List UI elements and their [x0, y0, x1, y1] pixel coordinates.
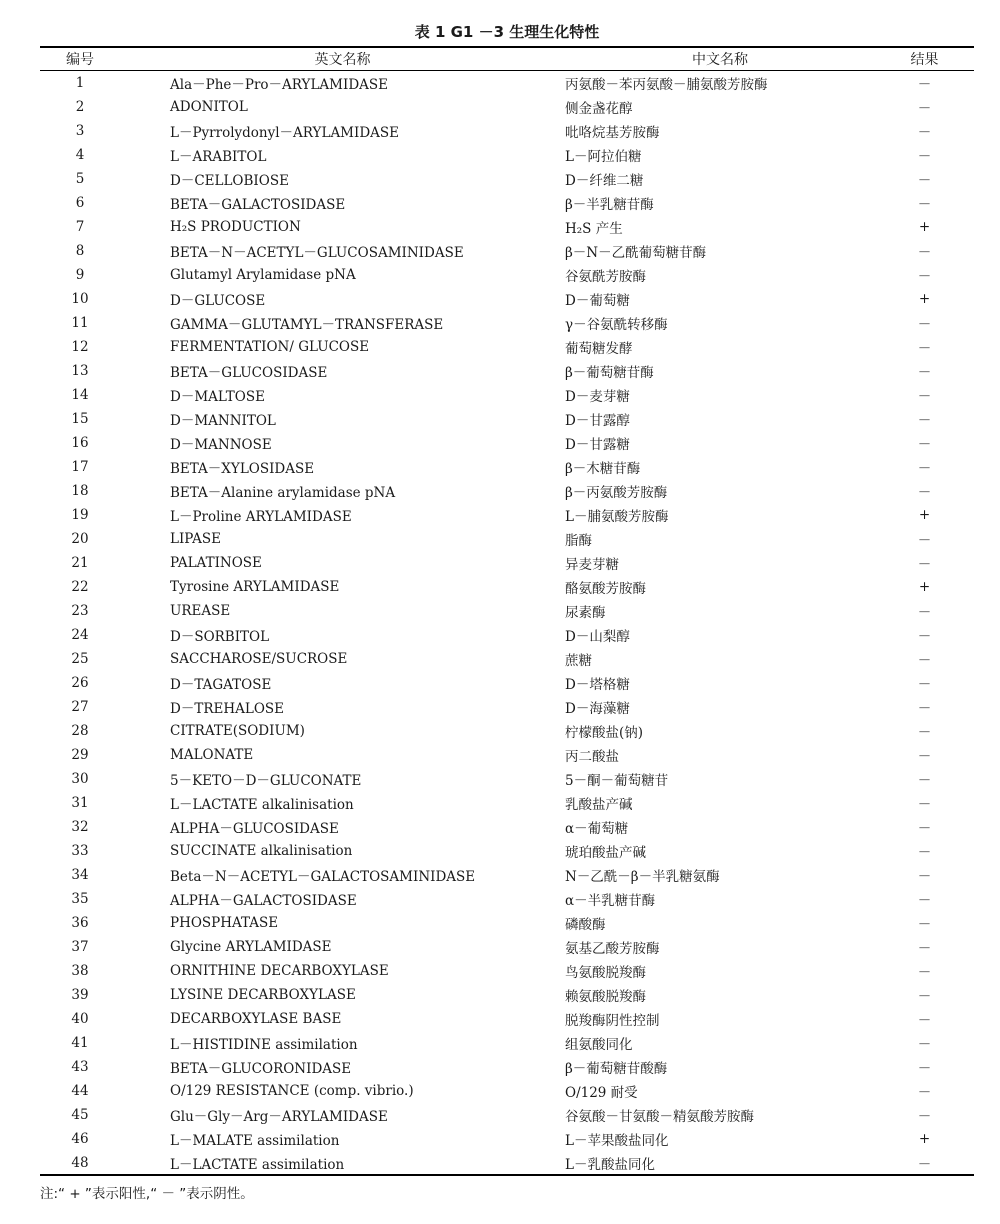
cell-result: － [917, 244, 932, 261]
header-english-name: 英文名称 [314, 52, 371, 68]
cell-result: + [918, 290, 931, 307]
table-row [40, 1151, 974, 1175]
cell-result: + [918, 1131, 931, 1148]
cell-english-name: UREASE [170, 602, 231, 619]
cell-result: － [917, 532, 932, 549]
cell-english-name: SACCHAROSE/SUCROSE [170, 650, 348, 667]
cell-chinese-name: 谷氨酰芳胺酶 [565, 268, 646, 285]
table-row [40, 575, 974, 599]
cell-chinese-name: β－丙氨酸芳胺酶 [565, 484, 668, 501]
table-row [40, 167, 974, 191]
cell-english-name: D－SORBITOL [170, 628, 270, 645]
cell-result: － [917, 1037, 932, 1054]
table-row [40, 311, 974, 335]
cell-english-name: ALPHA－GALACTOSIDASE [170, 893, 357, 910]
cell-chinese-name: L－阿拉伯糖 [565, 148, 642, 165]
cell-result: － [917, 364, 932, 381]
cell-id: 26 [71, 674, 89, 691]
cell-chinese-name: 丙二酸盐 [565, 748, 619, 765]
cell-result: － [917, 460, 932, 477]
cell-result: － [917, 100, 932, 117]
cell-english-name: D－TAGATOSE [170, 676, 272, 693]
cell-english-name: DECARBOXYLASE BASE [170, 1011, 342, 1028]
cell-result: － [917, 820, 932, 837]
cell-id: 20 [71, 530, 89, 547]
cell-result: － [917, 652, 932, 669]
header-id: 编号 [66, 52, 94, 68]
cell-english-name: LIPASE [170, 530, 221, 547]
cell-id: 18 [71, 482, 89, 499]
table-row [40, 215, 974, 239]
cell-chinese-name: 乳酸盐产碱 [565, 796, 633, 813]
cell-english-name: D－GLUCOSE [170, 292, 266, 309]
cell-result: － [917, 436, 932, 453]
cell-chinese-name: D－葡萄糖 [565, 292, 630, 309]
cell-chinese-name: 琥珀酸盐产碱 [565, 845, 646, 861]
table-row [40, 695, 974, 719]
cell-id: 39 [71, 987, 89, 1004]
cell-id: 45 [71, 1107, 89, 1124]
table-row [40, 479, 974, 503]
cell-result: － [917, 196, 932, 213]
cell-id: 17 [71, 458, 89, 475]
cell-result: － [917, 1013, 932, 1030]
cell-english-name: PALATINOSE [170, 554, 262, 571]
cell-id: 13 [71, 362, 89, 379]
table-row [40, 911, 974, 935]
table-row [40, 815, 974, 839]
cell-id: 43 [71, 1059, 89, 1076]
table-row [40, 359, 974, 383]
cell-result: － [917, 869, 932, 886]
table-row [40, 95, 974, 119]
cell-chinese-name: 磷酸酶 [565, 917, 606, 934]
cell-chinese-name: β－葡萄糖苷酶 [565, 364, 654, 381]
table-row [40, 863, 974, 887]
cell-chinese-name: 谷氨酸－甘氨酸－精氨酸芳胺酶 [565, 1109, 754, 1126]
cell-result: － [917, 917, 932, 934]
cell-id: 33 [71, 843, 89, 859]
cell-result: － [917, 965, 932, 982]
cell-english-name: GAMMA－GLUTAMYL－TRANSFERASE [170, 316, 444, 333]
cell-english-name: LYSINE DECARBOXYLASE [170, 987, 356, 1004]
cell-id: 25 [71, 650, 89, 667]
table-row [40, 1079, 974, 1103]
cell-id: 36 [71, 915, 89, 932]
cell-english-name: BETA－Alanine arylamidase pNA [170, 484, 396, 501]
table-note: 注:“ + ”表示阳性,“ － ”表示阴性。 [40, 1186, 254, 1203]
cell-result: － [917, 316, 932, 333]
cell-chinese-name: α－半乳糖苷酶 [565, 893, 656, 910]
cell-id: 12 [71, 338, 89, 355]
table-row [40, 959, 974, 983]
cell-id: 29 [71, 746, 89, 763]
cell-id: 40 [71, 1011, 89, 1028]
cell-result: － [917, 748, 932, 765]
cell-id: 6 [75, 194, 85, 211]
cell-chinese-name: 氨基乙酸芳胺酶 [565, 941, 660, 958]
cell-english-name: BETA－GALACTOSIDASE [170, 196, 346, 213]
table-row [40, 335, 974, 359]
cell-english-name: BETA－XYLOSIDASE [170, 460, 315, 477]
table-row [40, 455, 974, 479]
cell-english-name: CITRATE(SODIUM) [170, 722, 305, 739]
cell-id: 4 [75, 146, 85, 163]
table-row [40, 551, 974, 575]
cell-chinese-name: 脂酶 [565, 532, 592, 549]
cell-result: － [917, 172, 932, 189]
table-row [40, 71, 974, 95]
cell-result: － [917, 628, 932, 645]
table-row [40, 1031, 974, 1055]
cell-result: － [917, 148, 932, 165]
cell-result: － [917, 676, 932, 693]
cell-english-name: MALONATE [170, 746, 254, 763]
cell-chinese-name: L－乳酸盐同化 [565, 1156, 655, 1173]
cell-english-name: D－MANNOSE [170, 436, 272, 453]
cell-chinese-name: D－甘露醇 [565, 412, 630, 429]
table-row [40, 407, 974, 431]
cell-english-name: ALPHA－GLUCOSIDASE [170, 820, 339, 837]
cell-english-name: D－TREHALOSE [170, 700, 285, 717]
table-row [40, 935, 974, 959]
cell-english-name: Glutamyl Arylamidase pNA [170, 266, 356, 283]
characteristics-table [40, 46, 974, 1176]
table-row [40, 287, 974, 311]
cell-id: 7 [75, 218, 85, 235]
cell-english-name: FERMENTATION/ GLUCOSE [170, 338, 370, 355]
cell-result: － [917, 412, 932, 429]
cell-chinese-name: α－葡萄糖 [565, 820, 629, 837]
cell-id: 3 [75, 122, 85, 139]
cell-id: 37 [71, 939, 89, 956]
table-row [40, 1055, 974, 1079]
cell-chinese-name: 蔗糖 [565, 652, 592, 669]
cell-chinese-name: D－麦芽糖 [565, 388, 630, 405]
cell-id: 22 [71, 578, 89, 595]
cell-english-name: L－Proline ARYLAMIDASE [170, 508, 352, 525]
cell-english-name: ORNITHINE DECARBOXYLASE [170, 963, 389, 980]
table-row [40, 719, 974, 743]
cell-chinese-name: D－纤维二糖 [565, 172, 644, 189]
cell-id: 21 [71, 554, 89, 571]
cell-id: 35 [71, 891, 89, 908]
cell-id: 1 [75, 74, 85, 91]
cell-chinese-name: γ－谷氨酰转移酶 [565, 316, 668, 333]
cell-result: － [917, 340, 932, 357]
cell-id: 10 [71, 290, 89, 307]
table-header-row [40, 47, 974, 71]
cell-english-name: BETA－N－ACETYL－GLUCOSAMINIDASE [170, 244, 464, 261]
document-page [40, 18, 974, 1202]
cell-result: － [917, 724, 932, 741]
cell-result: + [918, 578, 931, 595]
table-row [40, 503, 974, 527]
cell-english-name: PHOSPHATASE [170, 915, 279, 932]
table-row [40, 431, 974, 455]
table-row [40, 623, 974, 647]
cell-id: 24 [71, 626, 89, 643]
cell-result: － [917, 1085, 932, 1102]
cell-id: 46 [71, 1131, 89, 1148]
cell-chinese-name: 柠檬酸盐(钠) [565, 724, 644, 741]
cell-chinese-name: D－塔格糖 [565, 676, 630, 693]
cell-chinese-name: D－甘露糖 [565, 436, 630, 453]
cell-result: － [917, 268, 932, 285]
cell-id: 34 [71, 867, 89, 884]
cell-chinese-name: 丙氨酸－苯丙氨酸－脯氨酸芳胺酶 [565, 76, 768, 93]
cell-result: － [917, 700, 932, 717]
table-caption: 表 1 G1 －3 生理生化特性 [414, 23, 600, 41]
cell-result: + [918, 218, 931, 235]
table-row [40, 767, 974, 791]
cell-chinese-name: 脱羧酶阴性控制 [565, 1013, 660, 1030]
cell-result: － [917, 772, 932, 789]
cell-chinese-name: 组氨酸同化 [565, 1037, 633, 1054]
cell-english-name: SUCCINATE alkalinisation [170, 843, 353, 859]
cell-chinese-name: N－乙酰－β－半乳糖氨酶 [565, 869, 720, 886]
table-row [40, 671, 974, 695]
cell-id: 11 [71, 314, 89, 331]
table-row [40, 791, 974, 815]
cell-id: 19 [71, 506, 89, 523]
table-row [40, 383, 974, 407]
cell-result: － [917, 989, 932, 1006]
table-row [40, 599, 974, 623]
cell-id: 2 [75, 98, 85, 115]
cell-chinese-name: 葡萄糖发酵 [565, 340, 633, 357]
table-row [40, 1127, 974, 1151]
table-row [40, 983, 974, 1007]
table-row [40, 743, 974, 767]
cell-english-name: L－HISTIDINE assimilation [170, 1037, 358, 1054]
table-row [40, 263, 974, 287]
cell-result: － [917, 1156, 932, 1173]
cell-english-name: D－MALTOSE [170, 388, 265, 405]
cell-id: 32 [71, 818, 89, 835]
cell-result: － [917, 1061, 932, 1078]
cell-chinese-name: β－半乳糖苷酶 [565, 196, 654, 213]
cell-id: 41 [71, 1035, 89, 1052]
cell-english-name: BETA－GLUCORONIDASE [170, 1061, 352, 1078]
cell-english-name: Glu－Gly－Arg－ARYLAMIDASE [170, 1109, 388, 1126]
cell-english-name: L－Pyrrolydonyl－ARYLAMIDASE [170, 124, 400, 141]
cell-chinese-name: L－脯氨酸芳胺酶 [565, 508, 669, 525]
table-row [40, 839, 974, 863]
cell-english-name: Ala－Phe－Pro－ARYLAMIDASE [170, 76, 389, 93]
cell-result: － [917, 941, 932, 958]
cell-id: 28 [71, 722, 89, 739]
header-result: 结果 [910, 52, 939, 68]
table-row [40, 1103, 974, 1127]
cell-english-name: Tyrosine ARYLAMIDASE [170, 578, 340, 595]
table-row [40, 647, 974, 671]
cell-id: 38 [71, 963, 89, 980]
table-row [40, 119, 974, 143]
cell-id: 15 [71, 410, 89, 427]
cell-chinese-name: β－N－乙酰葡萄糖苷酶 [565, 244, 707, 261]
table-row [40, 191, 974, 215]
cell-id: 9 [75, 266, 85, 283]
cell-result: － [917, 484, 932, 501]
cell-result: + [918, 506, 931, 523]
cell-english-name: L－ARABITOL [170, 148, 267, 165]
cell-chinese-name: 侧金盏花醇 [565, 100, 633, 117]
header-chinese-name: 中文名称 [692, 52, 748, 68]
cell-id: 44 [71, 1083, 89, 1100]
cell-chinese-name: 异麦芽糖 [565, 556, 619, 573]
cell-result: － [917, 845, 932, 861]
cell-chinese-name: L－苹果酸盐同化 [565, 1133, 669, 1150]
cell-id: 5 [75, 170, 85, 187]
cell-chinese-name: 尿素酶 [565, 604, 606, 621]
cell-english-name: L－MALATE assimilation [170, 1133, 340, 1150]
cell-id: 16 [71, 434, 89, 451]
cell-chinese-name: D－海藻糖 [565, 700, 630, 717]
cell-chinese-name: 吡咯烷基芳胺酶 [565, 124, 660, 141]
cell-chinese-name: 鸟氨酸脱羧酶 [565, 965, 646, 982]
cell-english-name: 5－KETO－D－GLUCONATE [170, 772, 362, 789]
cell-chinese-name: 赖氨酸脱羧酶 [565, 989, 646, 1006]
cell-result: － [917, 388, 932, 405]
table-row [40, 143, 974, 167]
cell-id: 48 [71, 1154, 89, 1171]
cell-chinese-name: D－山梨醇 [565, 628, 630, 645]
cell-result: － [917, 76, 932, 93]
cell-result: － [917, 893, 932, 910]
cell-id: 14 [71, 386, 89, 403]
cell-chinese-name: H₂S 产生 [565, 220, 623, 237]
table-row [40, 887, 974, 911]
cell-result: － [917, 124, 932, 141]
cell-english-name: D－MANNITOL [170, 412, 276, 429]
cell-english-name: L－LACTATE alkalinisation [170, 796, 354, 813]
cell-chinese-name: 5－酮－葡萄糖苷 [565, 772, 669, 789]
cell-id: 8 [75, 242, 85, 259]
cell-id: 27 [71, 698, 89, 715]
cell-english-name: D－CELLOBIOSE [170, 172, 289, 189]
cell-english-name: ADONITOL [170, 98, 248, 115]
table-row [40, 239, 974, 263]
cell-english-name: L－LACTATE assimilation [170, 1156, 345, 1173]
cell-result: － [917, 556, 932, 573]
cell-result: － [917, 1109, 932, 1126]
table-row [40, 527, 974, 551]
cell-english-name: Glycine ARYLAMIDASE [170, 939, 332, 956]
cell-english-name: Beta－N－ACETYL－GALACTOSAMINIDASE [170, 869, 476, 886]
cell-chinese-name: 酪氨酸芳胺酶 [565, 580, 646, 597]
table-body [40, 71, 974, 1176]
cell-id: 30 [71, 770, 89, 787]
cell-result: － [917, 604, 932, 621]
cell-id: 23 [71, 602, 89, 619]
table-row [40, 1007, 974, 1031]
cell-english-name: O/129 RESISTANCE (comp. vibrio.) [170, 1083, 414, 1100]
cell-chinese-name: β－木糖苷酶 [565, 460, 641, 477]
cell-chinese-name: β－葡萄糖苷酸酶 [565, 1061, 668, 1078]
cell-chinese-name: O/129 耐受 [565, 1085, 638, 1102]
cell-english-name: H₂S PRODUCTION [170, 218, 301, 235]
cell-english-name: BETA－GLUCOSIDASE [170, 364, 328, 381]
cell-id: 31 [71, 794, 89, 811]
cell-result: － [917, 796, 932, 813]
